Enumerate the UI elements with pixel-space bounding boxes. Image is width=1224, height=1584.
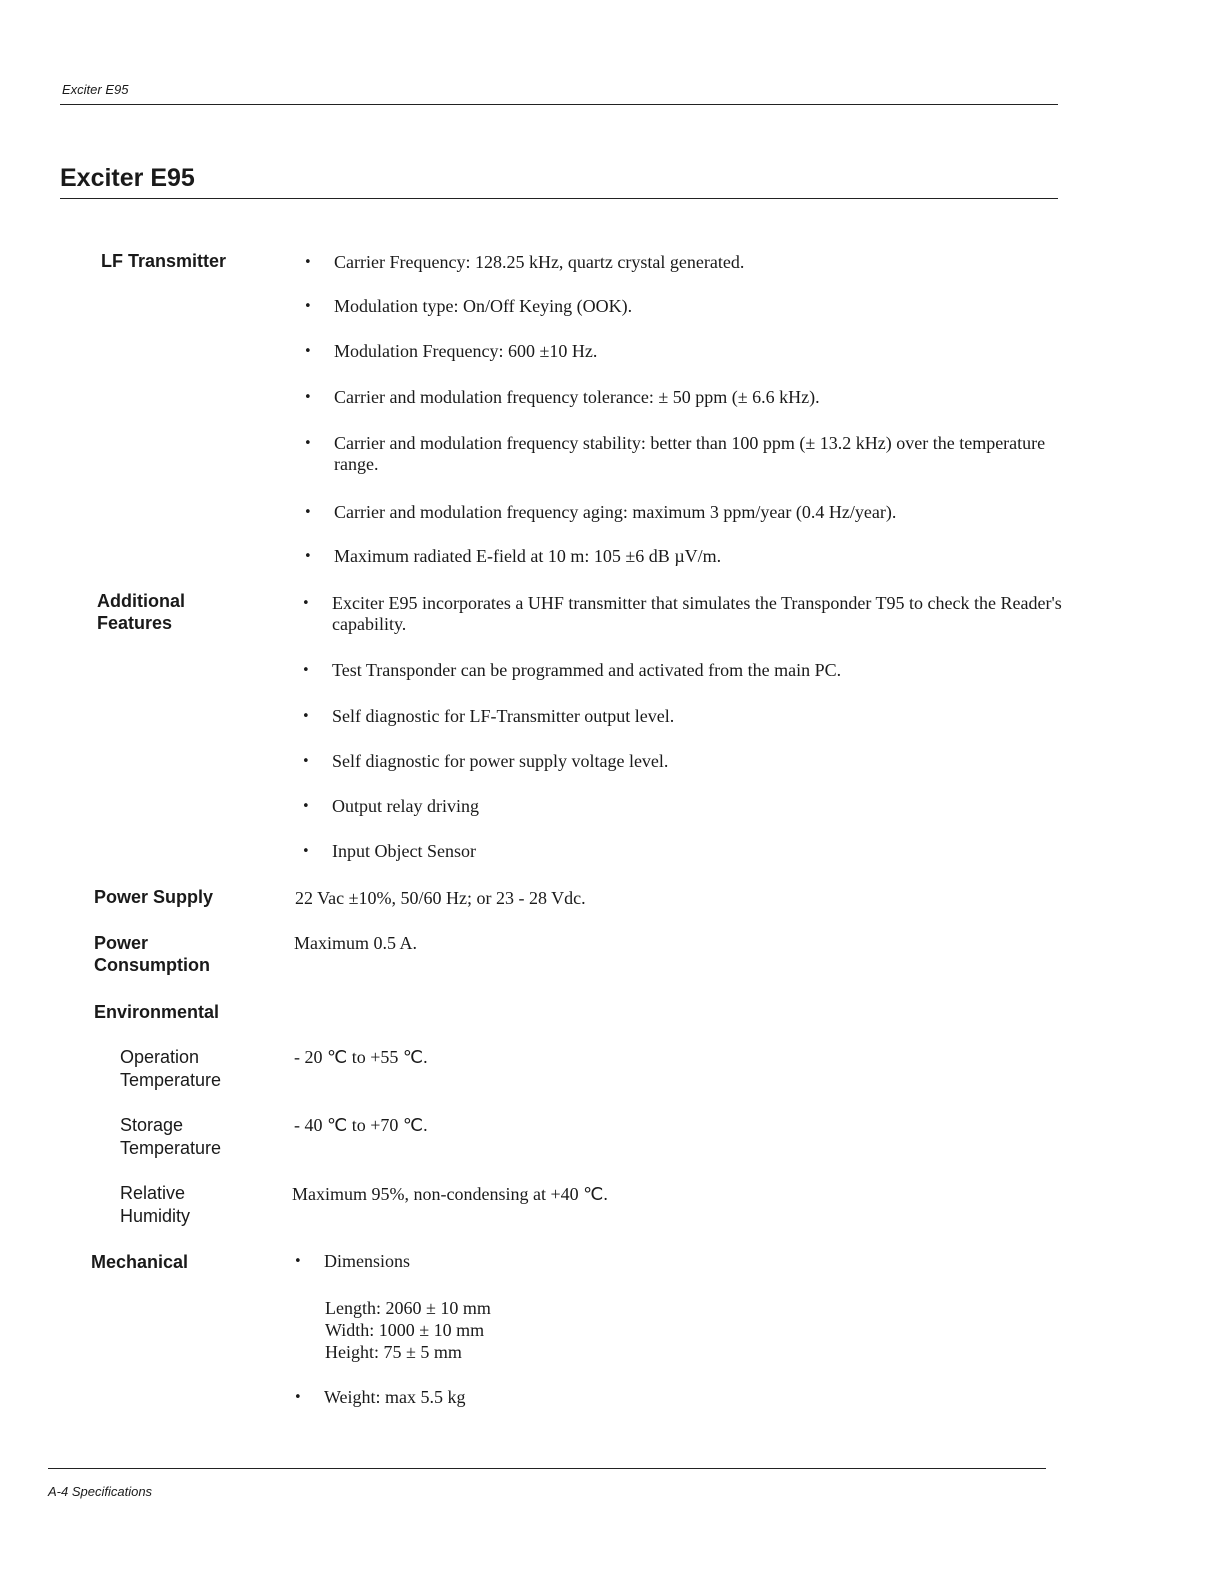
relative-humidity-value: Maximum 95%, non-condensing at +40 ℃. xyxy=(292,1184,608,1204)
bullet-icon: • xyxy=(304,549,312,564)
footer-rule xyxy=(48,1468,1046,1469)
storage-temperature-label: Storage Temperature xyxy=(120,1115,222,1158)
operation-temperature-value: - 20 ℃ to +55 ℃. xyxy=(294,1047,428,1067)
operation-temperature-label: Operation Temperature xyxy=(120,1047,222,1090)
environmental-label: Environmental xyxy=(94,1002,220,1022)
dimension-length: Length: 2060 ± 10 mm xyxy=(325,1298,491,1318)
page-title: Exciter E95 xyxy=(60,164,195,192)
dimension-height: Height: 75 ± 5 mm xyxy=(325,1342,462,1362)
bullet-icon: • xyxy=(304,505,312,520)
bullet-icon: • xyxy=(304,255,312,270)
dimension-width: Width: 1000 ± 10 mm xyxy=(325,1320,485,1340)
running-header: Exciter E95 xyxy=(62,82,129,97)
header-rule xyxy=(60,104,1058,105)
bullet-icon: • xyxy=(302,663,310,678)
storage-temperature-value: - 40 ℃ to +70 ℃. xyxy=(294,1115,428,1135)
bullet-icon: • xyxy=(304,390,312,405)
power-consumption-value: Maximum 0.5 A. xyxy=(294,933,418,953)
title-rule xyxy=(60,198,1058,199)
bullet-icon: • xyxy=(302,754,310,769)
bullet-icon: • xyxy=(294,1390,302,1405)
lf-transmitter-label: LF Transmitter xyxy=(101,251,227,271)
relative-humidity-label: Relative Humidity xyxy=(120,1183,191,1226)
power-consumption-label: Power Consumption xyxy=(94,933,210,975)
additional-features-label: Additional Features xyxy=(97,591,185,633)
bullet-icon: • xyxy=(302,596,310,611)
bullet-icon: • xyxy=(304,344,312,359)
power-supply-value: 22 Vac ±10%, 50/60 Hz; or 23 - 28 Vdc. xyxy=(295,888,586,908)
mechanical-label: Mechanical xyxy=(91,1252,189,1272)
bullet-icon: • xyxy=(302,709,310,724)
bullet-icon: • xyxy=(302,799,310,814)
power-supply-label: Power Supply xyxy=(94,887,214,907)
running-footer: A-4 Specifications xyxy=(48,1484,153,1499)
bullet-icon: • xyxy=(304,299,312,314)
bullet-icon: • xyxy=(304,436,312,451)
bullet-icon: • xyxy=(294,1254,302,1269)
bullet-icon: • xyxy=(302,844,310,859)
